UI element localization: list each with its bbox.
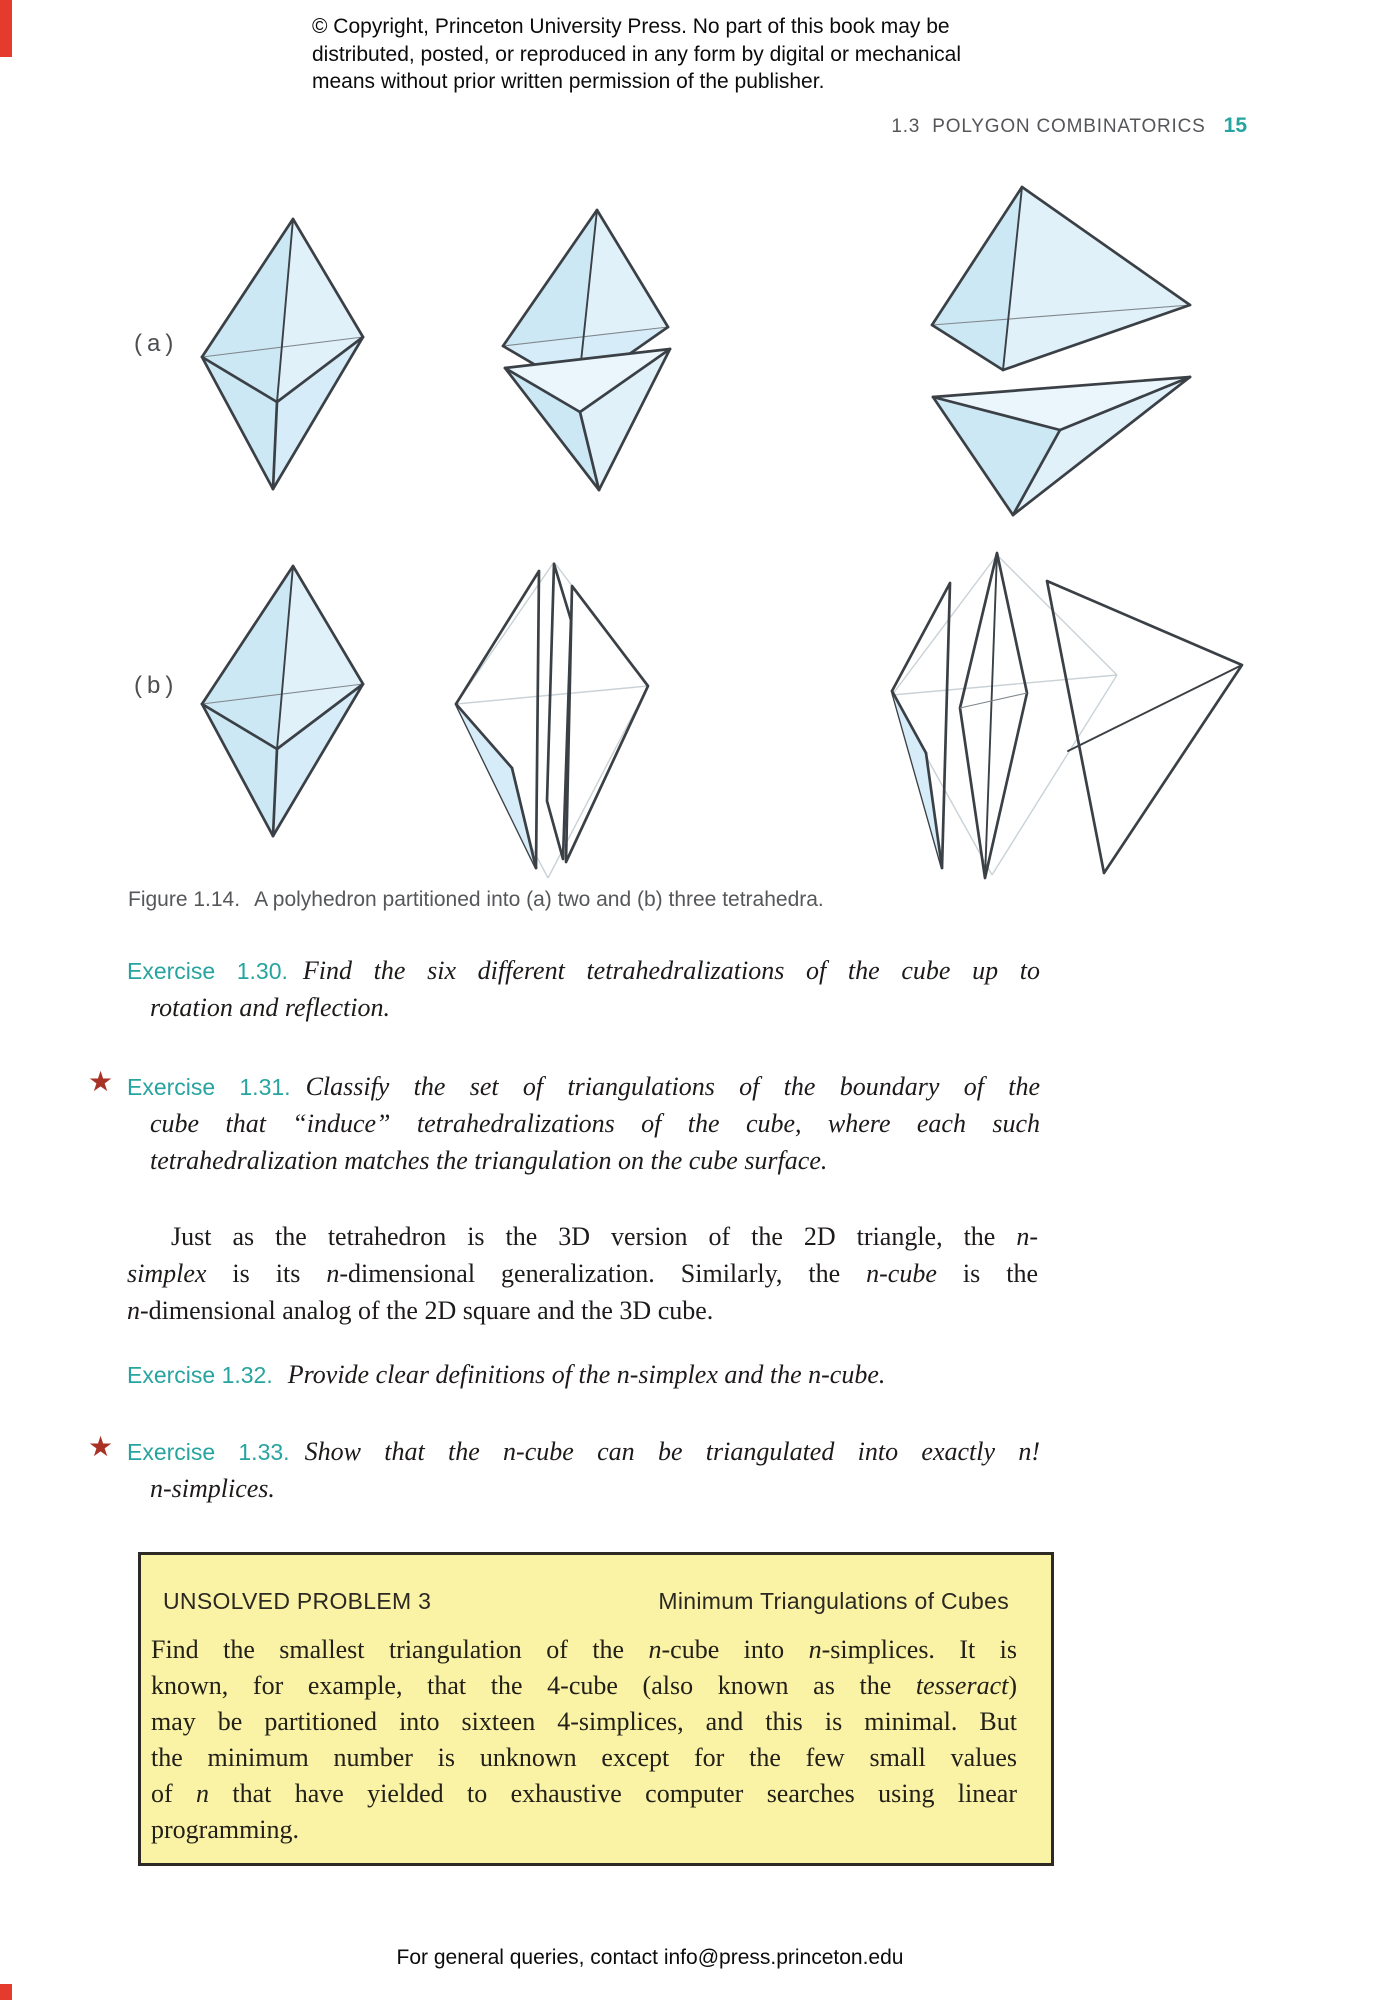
section-title: 1.3 POLYGON COMBINATORICS — [891, 116, 1206, 137]
figure-b-whole-polyhedron — [197, 562, 367, 842]
figure-a-whole-polyhedron — [197, 215, 367, 495]
exercise-1-33-line — [127, 1437, 1040, 1467]
figure-caption — [128, 888, 824, 912]
unsolved-problem-body-line: known, for example, that the 4-cube (also known as the tesseract) — [151, 1671, 1017, 1700]
paragraph-line: Just as the tetrahedron is the 3D version of the 2D triangle, the n- — [171, 1222, 1038, 1251]
unsolved-problem-body-line: Find the smallest triangulation of the n-cube into n-simplices. It is — [151, 1635, 1018, 1664]
exercise-1-32-line — [127, 1360, 885, 1390]
figure-b-three-tetrahedra-gap — [448, 556, 658, 886]
unsolved-problem-title: Minimum Triangulations of Cubes — [658, 1588, 1009, 1614]
figure-row-a-label: (a) — [134, 330, 179, 357]
unsolved-problem-title-row — [163, 1588, 1009, 1615]
exercise-1-31-line: cube that “induce” tetrahedralizations of the cube, where each such — [150, 1109, 1040, 1138]
unsolved-problem-heading: UNSOLVED PROBLEM 3 — [163, 1588, 432, 1614]
exercise-1-31-label: Exercise 1.31. — [127, 1074, 291, 1100]
unsolved-problem-body-line: the minimum number is unknown except for the few small values — [151, 1743, 1017, 1772]
star-icon: ★ — [88, 1065, 114, 1098]
unsolved-problem-body — [151, 1632, 1017, 1848]
exercise-1-31-line: tetrahedralization matches the triangulation on the cube surface. — [150, 1146, 828, 1175]
page-number: 15 — [1223, 114, 1247, 137]
exercise-1-30-text: Find the six different tetrahedralizations of the cube up to — [302, 956, 1040, 985]
footer-queries-text: For general queries, contact info@press.princeton.edu — [396, 1946, 904, 1969]
exercise-1-32-text: Provide clear definitions of the n-simplex and the n-cube. — [287, 1360, 886, 1389]
figure-a-two-tetrahedra-gap — [496, 206, 676, 498]
figure-caption-label: Figure 1.14. — [128, 888, 241, 911]
exercise-1-33-text: Show that the n-cube can be triangulated into exactly n! — [304, 1437, 1040, 1466]
paragraph-line: n-dimensional analog of the 2D square and the 3D cube. — [127, 1296, 714, 1325]
figure-b-three-tetrahedra-separated — [872, 543, 1257, 888]
figure-a-two-tetrahedra-separated — [918, 178, 1208, 523]
unsolved-problem-body-line: of n that have yielded to exhaustive computer searches using linear — [151, 1779, 1017, 1808]
exercise-1-30-line: rotation and reflection. — [150, 993, 390, 1022]
unsolved-problem-body-line: programming. — [151, 1815, 300, 1844]
unsolved-problem-box — [138, 1552, 1054, 1866]
print-mark-top — [0, 0, 12, 57]
figure-caption-text: A polyhedron partitioned into (a) two and (b) three tetrahedra. — [254, 888, 824, 911]
star-icon: ★ — [88, 1430, 114, 1463]
exercise-1-32-label: Exercise 1.32. — [127, 1362, 273, 1388]
exercise-1-31-text: Classify the set of triangulations of the boundary of the — [305, 1072, 1040, 1101]
exercise-1-33-label: Exercise 1.33. — [127, 1439, 290, 1465]
running-head — [0, 114, 1247, 138]
copyright-line: means without prior written permission of the publisher. — [312, 70, 825, 93]
paragraph-line: simplex is its n-dimensional generalization. Similarly, the n-cube is the — [127, 1259, 1038, 1288]
copyright-line: distributed, posted, or reproduced in any form by digital or mechanical — [312, 42, 962, 66]
print-mark-bottom — [0, 1984, 12, 2000]
figure-row-b-label: (b) — [134, 672, 179, 699]
exercise-1-30-line — [127, 956, 1040, 986]
exercise-1-31-line — [127, 1072, 1040, 1102]
copyright-line: © Copyright, Princeton University Press. No part of this book may be — [312, 15, 950, 38]
exercise-1-30-label: Exercise 1.30. — [127, 958, 288, 984]
exercise-1-33-line: n-simplices. — [150, 1474, 275, 1503]
unsolved-problem-body-line: may be partitioned into sixteen 4-simplices, and this is minimal. But — [151, 1707, 1017, 1736]
copyright-notice — [312, 13, 961, 96]
